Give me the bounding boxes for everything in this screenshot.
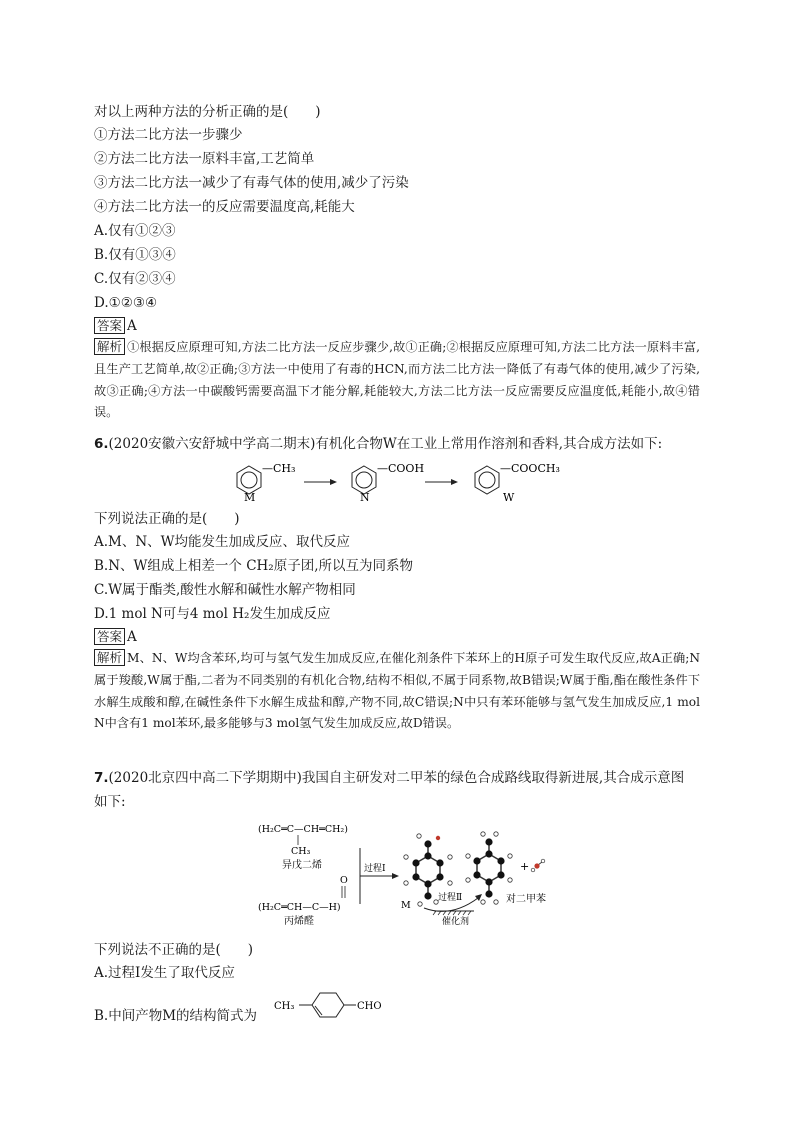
benzene-ring-w bbox=[475, 466, 499, 494]
q6-analysis-text: M、N、W均含苯环,均可与氢气发生加成反应,在催化剂条件下苯环上的H原子可发生取代反应,故A正确;N属于羧酸,W属于酯,二者为不同类别的有机化合物,结构不相似,不属于同系物,故B错误;W属于酯,酯在酸性条件下水解生成酸和醇,在碱性条件下水解生成盐和醇,产物不同,故C错误;N中只有苯环能够与氢气发生加成反应,1 mol N中含有1 mol苯环,最多能够与3 mol氢气发生加成反应,故D错误。 bbox=[94, 651, 700, 731]
q6-analysis bbox=[94, 648, 700, 735]
q5-answer bbox=[94, 317, 137, 335]
isoprene-branch: CH₃ bbox=[291, 846, 311, 857]
step2-label: 过程Ⅱ bbox=[438, 893, 463, 903]
q5-option-b: B.仅有①③④ bbox=[94, 247, 176, 263]
q6-option-d: D.1 mol N可与4 mol H₂发生加成反应 bbox=[94, 606, 331, 622]
q7-option-b: B.中间产物M的结构简式为 bbox=[94, 1008, 258, 1024]
q6-number: 6. bbox=[94, 436, 109, 452]
q5-statement-4: ④方法二比方法一的反应需要温度高,耗能大 bbox=[94, 199, 355, 215]
isoprene-formula: (H₂C═C—CH═CH₂) bbox=[258, 824, 348, 835]
arrow-1 bbox=[304, 479, 337, 485]
m-group: —CH₃ bbox=[262, 462, 296, 475]
q5-statement-2: ②方法二比方法一原料丰富,工艺简单 bbox=[94, 151, 315, 167]
option-b-cho: CHO bbox=[357, 1001, 382, 1012]
q5-statement-1: ①方法二比方法一步骤少 bbox=[94, 127, 243, 143]
step1-label: 过程Ⅰ bbox=[364, 864, 386, 874]
q5-option-a: A.仅有①②③ bbox=[94, 223, 176, 239]
q6-reaction-scheme bbox=[200, 456, 590, 502]
q7-synthesis-diagram bbox=[256, 818, 556, 926]
w-label: W bbox=[503, 491, 515, 502]
q6-option-b: B.N、W组成上相差一个 CH₂原子团,所以互为同系物 bbox=[94, 558, 413, 574]
q7-option-b-structure bbox=[272, 988, 392, 1022]
acrolein-formula: (H₂C═CH—C—H) bbox=[258, 902, 341, 913]
merge-bracket bbox=[360, 848, 392, 904]
isoprene-name: 异戊二烯 bbox=[282, 860, 322, 871]
answer-tag: 答案 bbox=[94, 317, 125, 334]
m-label: M bbox=[401, 900, 411, 911]
q5-stem: 对以上两种方法的分析正确的是( ) bbox=[94, 104, 321, 120]
q7-number: 7. bbox=[94, 770, 109, 786]
benzene-ring-m bbox=[237, 466, 261, 494]
q5-answer-value: A bbox=[127, 318, 137, 334]
option-b-ch3: CH₃ bbox=[274, 1001, 295, 1012]
water-molecule bbox=[531, 859, 545, 872]
arrow-step1 bbox=[392, 873, 399, 879]
w-group: —COOCH₃ bbox=[500, 462, 560, 475]
plus-sign: + bbox=[520, 860, 530, 873]
analysis-tag: 解析 bbox=[94, 338, 125, 355]
q6-stem bbox=[94, 435, 662, 453]
q5-option-d: D.①②③④ bbox=[94, 295, 158, 311]
cyclohexene-ring bbox=[299, 993, 356, 1017]
q7-stem-line-1 bbox=[94, 769, 684, 787]
acrolein-o: O bbox=[340, 875, 348, 886]
q7-option-a: A.过程Ⅰ发生了取代反应 bbox=[94, 965, 235, 981]
q6-question: 下列说法正确的是( ) bbox=[94, 511, 240, 527]
q7-stem-line-2: 如下: bbox=[94, 794, 126, 810]
q6-answer bbox=[94, 628, 137, 646]
answer-tag: 答案 bbox=[94, 628, 125, 645]
q7-stem-text: (2020北京四中高二下学期期中)我国自主研发对二甲苯的绿色合成路线取得新进展,其合成示意图 bbox=[108, 770, 685, 786]
n-group: —COOH bbox=[377, 462, 425, 475]
q5-statement-3: ③方法二比方法一减少了有毒气体的使用,减少了污染 bbox=[94, 175, 409, 191]
m-label: M bbox=[244, 491, 256, 502]
arrow-2 bbox=[425, 479, 458, 485]
product-label: 对二甲苯 bbox=[506, 894, 546, 905]
benzene-ring-n bbox=[352, 466, 376, 494]
analysis-tag: 解析 bbox=[94, 649, 125, 666]
q6-answer-value: A bbox=[127, 629, 137, 645]
n-label: N bbox=[360, 491, 370, 502]
q7-question: 下列说法不正确的是( ) bbox=[94, 942, 254, 958]
q5-analysis-text: ①根据反应原理可知,方法二比方法一反应步骤少,故①正确;②根据反应原理可知,方法二比方法一原料丰富,且生产工艺简单,故②正确;③方法一中使用了有毒的HCN,而方法二比方法一降低了有毒气体的使用,减少了污染,故③正确;④方法一中碳酸钙需要高温下才能分解,耗能较大,方法二比方法一反应需要反应温度低,耗能小,故④错误。 bbox=[94, 340, 700, 420]
q5-analysis bbox=[94, 337, 700, 424]
q6-option-c: C.W属于酯类,酸性水解和碱性水解产物相同 bbox=[94, 582, 356, 598]
q5-option-c: C.仅有②③④ bbox=[94, 271, 176, 287]
acrolein-name: 丙烯醛 bbox=[284, 916, 314, 926]
q6-option-a: A.M、N、W均能发生加成反应、取代反应 bbox=[94, 534, 351, 550]
catalyst-label: 催化剂 bbox=[442, 917, 470, 926]
q6-stem-text: (2020安徽六安舒城中学高二期末)有机化合物W在工业上常用作溶剂和香料,其合成方法如下: bbox=[108, 436, 663, 452]
